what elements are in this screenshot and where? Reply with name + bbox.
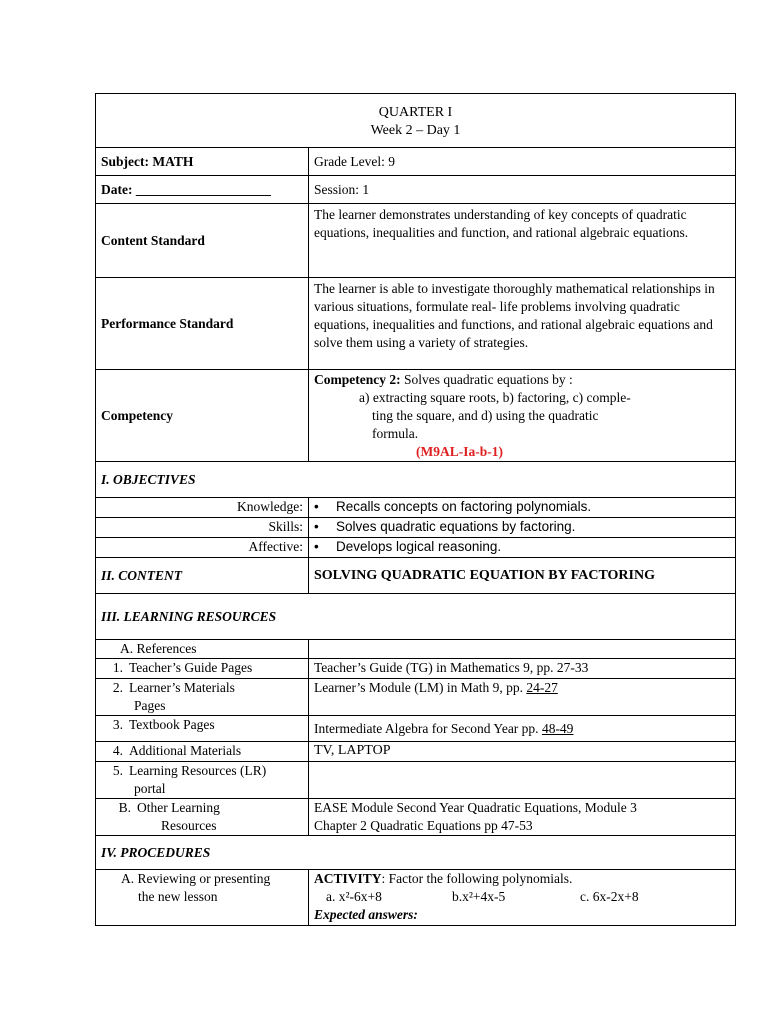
lm-cell <box>309 679 736 716</box>
procedure-a-label: A. Reviewing or presenting <box>121 871 271 886</box>
affective-cell <box>309 538 736 558</box>
am-row <box>96 742 736 762</box>
bullet-icon: • <box>314 519 319 534</box>
activity-item-c: c. 6x-2x+8 <box>580 889 639 904</box>
tb-label: Textbook Pages <box>129 717 215 732</box>
tb-value: Intermediate Algebra for Second Year pp. <box>314 720 542 736</box>
content-row <box>96 558 736 594</box>
am-value: TV, LAPTOP <box>309 742 736 762</box>
competency-title: Competency 2: <box>314 372 401 387</box>
tb-row <box>96 716 736 742</box>
knowledge-label: Knowledge: <box>96 498 309 518</box>
activity-text: : Factor the following polynomials. <box>381 871 573 886</box>
competency-row <box>96 370 736 462</box>
competency-desc: Solves quadratic equations by : <box>400 372 573 387</box>
content-title: SOLVING QUADRATIC EQUATION BY FACTORING <box>309 558 736 594</box>
procedure-a-cell <box>309 870 736 926</box>
lm-label-2: Pages <box>134 698 166 713</box>
procedures-heading: IV. PROCEDURES <box>96 836 736 870</box>
quarter-title: QUARTER I <box>378 105 453 120</box>
competency-line-4: formula. <box>372 426 419 441</box>
knowledge-text: Recalls concepts on factoring polynomials. <box>336 499 592 514</box>
procedure-a-label-2: the new lesson <box>138 889 218 904</box>
content-standard-label: Content Standard <box>96 204 309 278</box>
content-heading: II. CONTENT <box>96 558 309 594</box>
bullet-icon: • <box>314 539 319 554</box>
lr-row <box>96 762 736 799</box>
tg-label-cell: 1. Teacher’s Guide Pages <box>96 659 309 679</box>
lr-label-cell: 5. Learning Resources (LR) portal <box>96 762 309 799</box>
other-value-cell <box>309 799 736 836</box>
activity-label: ACTIVITY <box>314 871 382 886</box>
competency-line-2: a) extracting square roots, b) factoring, c) comple- <box>359 390 631 405</box>
content-standard-text: The learner demonstrates understanding of key concepts of quadratic equations, inequalities and function, and rational algebraic equations. <box>309 204 736 278</box>
performance-standard-text: The learner is able to investigate thoroughly mathematical relationships in various situations, formulate real- life problems involving quadratic equations, inequalities and functions, and rational algebraic equations and solve them using a variety of strategies. <box>309 278 736 370</box>
procedure-a-row <box>96 870 736 926</box>
resources-heading-row <box>96 594 736 640</box>
tg-label: Teacher’s Guide Pages <box>129 660 253 675</box>
affective-label: Affective: <box>96 538 309 558</box>
subject-label: Subject: MATH <box>96 148 309 176</box>
tb-pages: 48-49 <box>541 720 574 736</box>
lesson-plan-sheet <box>95 93 735 926</box>
performance-standard-row <box>96 278 736 370</box>
objective-knowledge-row <box>96 498 736 518</box>
activity-items <box>314 888 730 906</box>
date-label: Date: ____________________ <box>96 176 309 204</box>
other-label-cell: B. Other Learning Resources <box>96 799 309 836</box>
objective-skills-row <box>96 518 736 538</box>
bullet-icon: • <box>314 499 319 514</box>
expected-answers: Expected answers: <box>314 907 418 922</box>
resources-heading: III. LEARNING RESOURCES <box>96 594 736 640</box>
competency-line-3: ting the square, and d) using the quadratic <box>372 408 599 423</box>
procedure-a-label-cell <box>96 870 309 926</box>
competency-cell <box>309 370 736 462</box>
other-value-1: EASE Module Second Year Quadratic Equations, Module 3 <box>314 800 637 815</box>
activity-item-b: b.x²+4x-5 <box>452 889 506 904</box>
tb-label-cell: 3. Textbook Pages <box>96 716 309 742</box>
objective-affective-row <box>96 538 736 558</box>
competency-code: (M9AL-Ia-b-1) <box>416 444 503 459</box>
lm-pages: 24-27 <box>526 680 558 695</box>
content-standard-row <box>96 204 736 278</box>
lm-label: Learner’s Materials <box>129 680 235 695</box>
knowledge-cell <box>309 498 736 518</box>
other-label: Other Learning <box>137 800 220 815</box>
lm-row <box>96 679 736 716</box>
procedures-heading-row <box>96 836 736 870</box>
am-label: Additional Materials <box>129 743 242 758</box>
activity-item-a: a. x²-6x+8 <box>326 889 382 904</box>
objectives-heading: I. OBJECTIVES <box>96 462 736 498</box>
lesson-plan-table <box>95 93 736 926</box>
skills-label: Skills: <box>96 518 309 538</box>
tg-value: Teacher’s Guide (TG) in Mathematics 9, pp. 27-33 <box>309 659 736 679</box>
lm-label-cell: 2. Learner’s Materials Pages <box>96 679 309 716</box>
tg-row <box>96 659 736 679</box>
other-resources-row <box>96 799 736 836</box>
references-label: A. References <box>96 640 309 659</box>
lm-value: Learner’s Module (LM) in Math 9, pp. <box>314 680 527 695</box>
skills-text: Solves quadratic equations by factoring. <box>336 519 576 534</box>
header-row <box>96 94 736 148</box>
performance-standard-label: Performance Standard <box>96 278 309 370</box>
other-value-2: Chapter 2 Quadratic Equations pp 47-53 <box>314 818 533 833</box>
other-label-2: Resources <box>161 818 217 833</box>
competency-label: Competency <box>96 370 309 462</box>
subject-row <box>96 148 736 176</box>
references-row <box>96 640 736 659</box>
lr-label-2: portal <box>134 781 166 796</box>
am-label-cell: 4. Additional Materials <box>96 742 309 762</box>
grade-level: Grade Level: 9 <box>309 148 736 176</box>
objectives-heading-row <box>96 462 736 498</box>
week-day: Week 2 – Day 1 <box>370 123 461 138</box>
date-row <box>96 176 736 204</box>
affective-text: Develops logical reasoning. <box>336 539 502 554</box>
skills-cell <box>309 518 736 538</box>
lr-label: Learning Resources (LR) <box>129 763 267 778</box>
tb-cell <box>309 716 736 742</box>
session: Session: 1 <box>309 176 736 204</box>
